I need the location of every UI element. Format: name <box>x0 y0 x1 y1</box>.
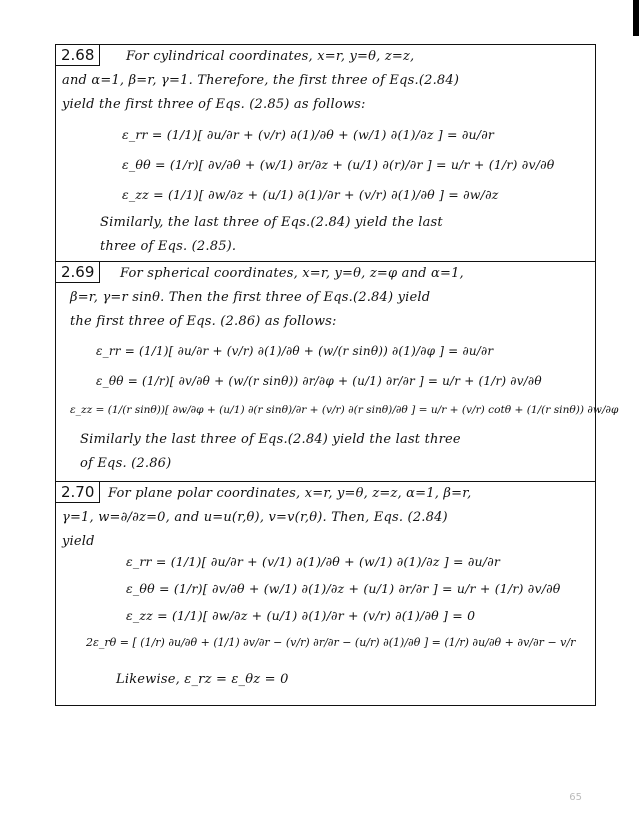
equation-line: 2ε_rθ = [ (1/r) ∂u/∂θ + (1/1) ∂v/∂r − (v/r) ∂r/∂r − (u/r) ∂(1)/∂θ ] = (1/r) ∂u/∂θ + ∂v/∂r − v/r <box>86 636 576 649</box>
equation-line: ε_zz = (1/1)[ ∂w/∂z + (u/1) ∂(1)/∂r + (v/r) ∂(1)/∂θ ] = ∂w/∂z <box>122 187 499 202</box>
text-line: three of Eqs. (2.85). <box>100 239 237 254</box>
text-line: For spherical coordinates, x=r, y=θ, z=φ and α=1, <box>120 266 464 281</box>
text-line: yield the first three of Eqs. (2.85) as follows: <box>62 97 366 112</box>
equation-line: ε_rr = (1/1)[ ∂u/∂r + (v/1) ∂(1)/∂θ + (w/1) ∂(1)/∂z ] = ∂u/∂r <box>126 554 501 569</box>
equation-line: ε_θθ = (1/r)[ ∂v/∂θ + (w/1) ∂(1)/∂z + (u/1) ∂r/∂r ] = u/r + (1/r) ∂v/∂θ <box>126 581 561 596</box>
problem-2-68-box <box>55 44 596 262</box>
equation-line: ε_θθ = (1/r)[ ∂v/∂θ + (w/1) ∂r/∂z + (u/1) ∂(r)/∂r ] = u/r + (1/r) ∂v/∂θ <box>122 157 555 172</box>
equation-line: ε_θθ = (1/r)[ ∂v/∂θ + (w/(r sinθ)) ∂r/∂φ + (u/1) ∂r/∂r ] = u/r + (1/r) ∂v/∂θ <box>96 374 542 388</box>
problem-label: 2.69 <box>56 262 100 283</box>
text-line: yield <box>62 534 95 549</box>
text-line: For cylindrical coordinates, x=r, y=θ, z=z, <box>126 49 415 64</box>
text-line: the first three of Eqs. (2.86) as follows: <box>70 314 337 329</box>
equation-line: ε_zz = (1/(r sinθ))[ ∂w/∂φ + (u/1) ∂(r sinθ)/∂r + (v/r) ∂(r sinθ)/∂θ ] = u/r + (v/r) cotθ + (1/(r sinθ)) ∂w/∂φ <box>70 404 619 416</box>
equation-line: ε_rr = (1/1)[ ∂u/∂r + (v/r) ∂(1)/∂θ + (w/1) ∂(1)/∂z ] = ∂u/∂r <box>122 127 495 142</box>
text-line: Similarly, the last three of Eqs.(2.84) yield the last <box>100 215 443 230</box>
scan-edge-mark <box>633 0 639 36</box>
problem-2-69-box <box>55 261 619 482</box>
text-line: γ=1, w=∂/∂z=0, and u=u(r,θ), v=v(r,θ). Then, Eqs. (2.84) <box>62 510 448 525</box>
page-number: 65 <box>569 792 582 803</box>
text-line: For plane polar coordinates, x=r, y=θ, z=z, α=1, β=r, <box>108 486 472 501</box>
text-line: of Eqs. (2.86) <box>80 456 172 471</box>
equation-line: ε_rr = (1/1)[ ∂u/∂r + (v/r) ∂(1)/∂θ + (w/(r sinθ)) ∂(1)/∂φ ] = ∂u/∂r <box>96 344 494 358</box>
text-line: β=r, γ=r sinθ. Then the first three of Eqs.(2.84) yield <box>70 290 431 305</box>
text-line: Similarly the last three of Eqs.(2.84) yield the last three <box>80 432 461 447</box>
problem-label: 2.70 <box>56 482 100 503</box>
equation-line: ε_zz = (1/1)[ ∂w/∂z + (u/1) ∂(1)/∂r + (v/r) ∂(1)/∂θ ] = 0 <box>126 608 476 623</box>
text-line: and α=1, β=r, γ=1. Therefore, the first three of Eqs.(2.84) <box>62 73 460 88</box>
problem-label: 2.68 <box>56 45 100 66</box>
problem-2-70-box <box>55 481 596 706</box>
text-line: Likewise, ε_rz = ε_θz = 0 <box>116 672 289 687</box>
